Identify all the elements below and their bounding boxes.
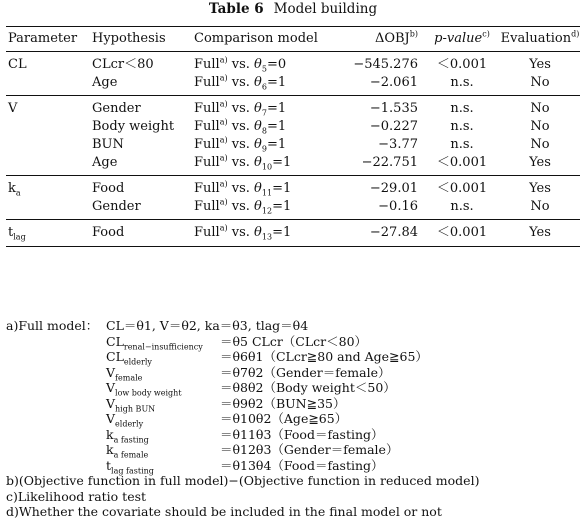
table-row (6, 96, 580, 119)
cell-p-value: ＜0.001 (424, 220, 500, 247)
cell-evaluation: Yes (529, 57, 551, 72)
cell-comparison-model: Full$^{a)}$ vs. $\theta_{10}=1$ (194, 154, 328, 176)
sub-model-expression: ＝θ7θ2（Gender＝female） (220, 364, 391, 380)
full-model-note (6, 318, 586, 334)
sub-model-expression: ＝θ8θ2（Body weight＜50） (220, 380, 396, 395)
table-header-row (6, 27, 580, 52)
table-row (6, 74, 580, 96)
cell-p-value: n.s. (450, 101, 474, 116)
cell-parameter: CL (8, 57, 27, 72)
sub-model-row (6, 458, 586, 474)
sub-model-row (6, 442, 586, 458)
cell-evaluation: No (530, 137, 550, 152)
sub-model-row (6, 349, 586, 365)
col-header-hypothesis: Hypothesis (92, 27, 194, 52)
col-header-comparison-model: Comparison model (194, 27, 328, 52)
sub-model-row (6, 427, 586, 443)
sub-model-expression: ＝θ13θ4（Food＝fasting） (220, 457, 384, 473)
cell-hypothesis: Body weight (92, 119, 175, 134)
cell-p-value: n.s. (450, 119, 474, 134)
cell-hypothesis: Age (92, 74, 194, 96)
cell-evaluation: No (500, 198, 580, 220)
cell-comparison-model: Full$^{a)}$ vs. $\theta_7=1$ (194, 99, 287, 118)
cell-comparison-model: Full$^{a)}$ vs. $\theta_8=1$ (194, 117, 287, 136)
cell-parameter: $t_{lag}$ (6, 220, 92, 247)
cell-delta-obj: −27.84 (328, 220, 424, 247)
sub-model-name: $CL_{renal-insufficiency}$ (106, 333, 203, 351)
table-row (6, 52, 580, 75)
cell-comparison-model: Full$^{a)}$ vs. $\theta_9=1$ (194, 135, 287, 154)
full-model-equation: CL＝θ1, V＝θ2, ka＝θ3, tlag＝θ4 (106, 318, 309, 333)
col-header-p-value: p-value$^{c)}$ (424, 27, 500, 52)
table-row (6, 176, 580, 199)
sub-model-expression: ＝θ12θ3（Gender＝female） (220, 442, 399, 457)
table-number: Table 6 (208, 1, 264, 17)
cell-comparison-model: Full$^{a)}$ vs. $\theta_5=0$ (194, 55, 287, 74)
cell-evaluation: No (530, 101, 550, 116)
sub-model-name: $t_{lag fasting}$ (106, 457, 154, 475)
sub-model-name: $V_{high BUN}$ (106, 395, 156, 413)
footnote-c: c)Likelihood ratio test (6, 488, 147, 504)
cell-delta-obj: −29.01 (369, 181, 418, 196)
sub-model-expression: ＝θ11θ3（Food＝fasting） (220, 426, 384, 442)
sub-model-row (6, 334, 586, 350)
sub-model-expression: ＝θ5 CLcr（CLcr＜80） (220, 333, 368, 349)
cell-evaluation: Yes (529, 181, 551, 196)
cell-evaluation: Yes (500, 154, 580, 176)
col-header-delta-obj: ΔOBJ$^{b)}$ (328, 27, 424, 52)
cell-p-value: ＜0.001 (424, 154, 500, 176)
cell-evaluation: No (500, 74, 580, 96)
cell-comparison-model: Full$^{a)}$ vs. $\theta_6=1$ (194, 74, 328, 96)
cell-p-value: n.s. (450, 137, 474, 152)
sub-model-row (6, 380, 586, 396)
sub-model-list (6, 334, 586, 474)
cell-delta-obj: −545.276 (353, 57, 418, 72)
sub-model-name: $k_{a fasting}$ (106, 426, 149, 444)
cell-delta-obj: −0.16 (328, 198, 424, 220)
sub-model-name: $V_{low body weight}$ (106, 380, 182, 398)
cell-hypothesis: Food (92, 181, 125, 196)
model-building-table (6, 26, 580, 247)
table-row (6, 198, 580, 220)
cell-p-value: ＜0.001 (436, 181, 488, 196)
sub-model-name: $k_{a female}$ (106, 442, 149, 460)
cell-parameter (6, 136, 92, 154)
full-model-label: a)Full model： (6, 318, 99, 333)
cell-delta-obj: −2.061 (328, 74, 424, 96)
cell-hypothesis: Food (92, 220, 194, 247)
sub-model-expression: ＝θ6θ1（CLcr≧80 and Age≧65） (220, 349, 428, 364)
col-header-parameter: Parameter (6, 27, 92, 52)
cell-parameter: $k_a$ (8, 181, 21, 198)
cell-evaluation: No (530, 119, 550, 134)
sub-model-name: $CL_{elderly}$ (106, 349, 152, 367)
cell-hypothesis: Gender (92, 101, 141, 116)
cell-comparison-model: Full$^{a)}$ vs. $\theta_{13}=1$ (194, 220, 328, 247)
table-row (6, 118, 580, 136)
sub-model-name: $V_{female}$ (106, 364, 143, 382)
cell-hypothesis: Gender (92, 198, 194, 220)
cell-p-value: n.s. (424, 198, 500, 220)
cell-comparison-model: Full$^{a)}$ vs. $\theta_{12}=1$ (194, 198, 328, 220)
cell-parameter: V (8, 101, 18, 116)
cell-p-value: n.s. (424, 74, 500, 96)
sub-model-row (6, 411, 586, 427)
cell-delta-obj: −1.535 (369, 101, 418, 116)
sub-model-row (6, 396, 586, 412)
cell-p-value: ＜0.001 (436, 57, 488, 72)
cell-hypothesis: BUN (92, 137, 124, 152)
table-caption: Model building (273, 1, 378, 17)
cell-delta-obj: −0.227 (369, 119, 418, 134)
table-title (0, 1, 586, 17)
cell-comparison-model: Full$^{a)}$ vs. $\theta_{11}=1$ (194, 179, 292, 198)
table-row (6, 154, 580, 176)
col-header-evaluation: Evaluation$^{d)}$ (500, 27, 580, 52)
cell-hypothesis: Age (92, 154, 194, 176)
footnote-d: d)Whether the covariate should be included in the final model or not (6, 504, 442, 519)
sub-model-expression: ＝θ10θ2（Age≧65） (220, 411, 348, 426)
cell-delta-obj: −3.77 (378, 137, 418, 152)
table-footnotes (6, 318, 586, 520)
cell-parameter (6, 118, 92, 136)
sub-model-name: $V_{elderly}$ (106, 411, 144, 429)
cell-parameter (6, 74, 92, 96)
cell-delta-obj: −22.751 (328, 154, 424, 176)
sub-model-row (6, 365, 586, 381)
table-row (6, 136, 580, 154)
cell-parameter (6, 154, 92, 176)
cell-parameter (6, 198, 92, 220)
cell-hypothesis: CLcr＜80 (92, 57, 154, 72)
cell-evaluation: Yes (500, 220, 580, 247)
footnote-b: b)(Objective function in full model)−(Objective function in reduced model) (6, 473, 480, 488)
sub-model-expression: ＝θ9θ2（BUN≧35） (220, 395, 346, 411)
table-row (6, 220, 580, 247)
